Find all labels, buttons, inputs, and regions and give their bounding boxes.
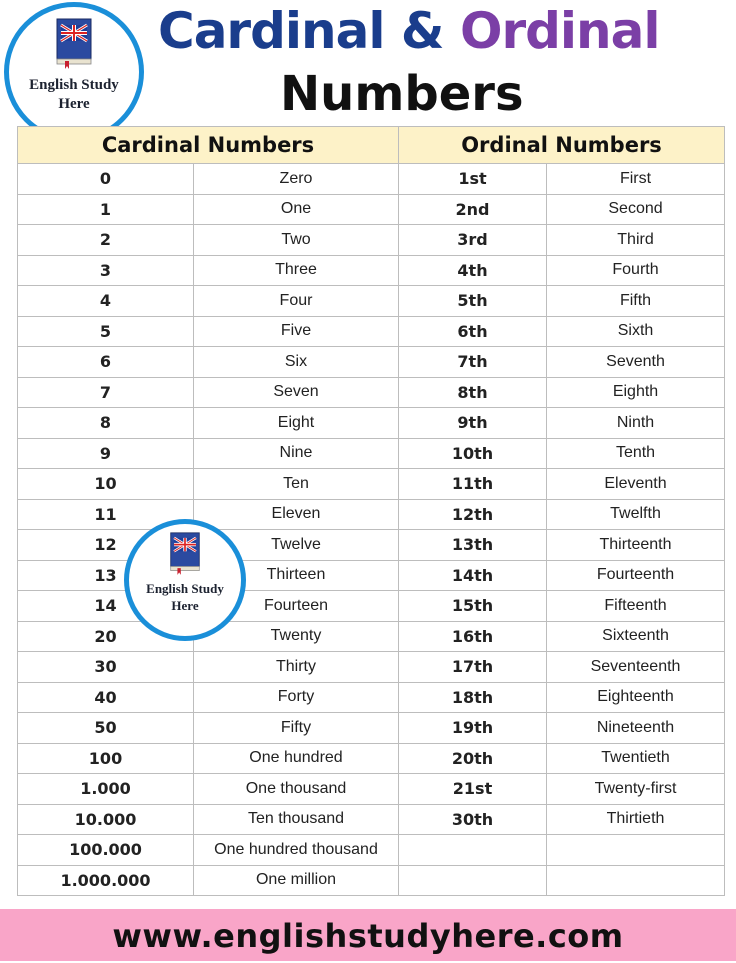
table-row — [18, 469, 725, 500]
cardinal-number: 30 — [18, 652, 194, 683]
ordinal-number: 12th — [399, 499, 547, 530]
ordinal-word: Twelfth — [547, 499, 725, 530]
ordinal-number: 3rd — [399, 225, 547, 256]
book-flag-icon — [49, 17, 99, 69]
cardinal-number: 3 — [18, 255, 194, 286]
table-row — [18, 194, 725, 225]
table-row — [18, 347, 725, 378]
cardinal-word: Eight — [194, 408, 399, 439]
ordinal-word: Seventeenth — [547, 652, 725, 683]
logo-text-line2: Here — [171, 598, 199, 613]
ordinal-word: Thirtieth — [547, 804, 725, 835]
ordinal-number: 30th — [399, 804, 547, 835]
ordinal-word: Thirteenth — [547, 530, 725, 561]
cardinal-number: 13 — [18, 560, 194, 591]
table-row — [18, 530, 725, 561]
ordinal-number: 19th — [399, 713, 547, 744]
table-row — [18, 408, 725, 439]
table-row — [18, 865, 725, 896]
ordinal-word: Seventh — [547, 347, 725, 378]
cardinal-number: 7 — [18, 377, 194, 408]
ordinal-word: Sixteenth — [547, 621, 725, 652]
ordinal-number: 2nd — [399, 194, 547, 225]
title-ampersand: & — [400, 2, 444, 60]
ordinal-number: 10th — [399, 438, 547, 469]
page-title-line2: Numbers — [280, 66, 524, 122]
cardinal-number: 50 — [18, 713, 194, 744]
ordinal-number: 5th — [399, 286, 547, 317]
logo-text-line1: English Study — [146, 581, 224, 596]
ordinal-word: Third — [547, 225, 725, 256]
cardinal-number: 10 — [18, 469, 194, 500]
ordinal-number — [399, 835, 547, 866]
cardinal-number: 9 — [18, 438, 194, 469]
cardinal-word: Two — [194, 225, 399, 256]
table-row — [18, 438, 725, 469]
footer-url[interactable]: www.englishstudyhere.com — [0, 909, 736, 961]
cardinal-number: 40 — [18, 682, 194, 713]
ordinal-number: 14th — [399, 560, 547, 591]
title-cardinal: Cardinal — [158, 2, 385, 60]
cardinal-word: Five — [194, 316, 399, 347]
page-title-line1 — [158, 0, 658, 62]
ordinal-word: First — [547, 164, 725, 195]
cardinal-word: Four — [194, 286, 399, 317]
table-row — [18, 652, 725, 683]
table-header-row — [18, 127, 725, 164]
ordinal-word: Twentieth — [547, 743, 725, 774]
cardinal-word: Three — [194, 255, 399, 286]
ordinal-number: 16th — [399, 621, 547, 652]
cardinal-number: 100.000 — [18, 835, 194, 866]
table-row — [18, 835, 725, 866]
cardinal-word: Nine — [194, 438, 399, 469]
cardinal-word: Zero — [194, 164, 399, 195]
table-row — [18, 682, 725, 713]
book-flag-icon — [164, 531, 206, 575]
cardinal-word: Eleven — [194, 499, 399, 530]
cardinal-word: One thousand — [194, 774, 399, 805]
table-row — [18, 591, 725, 622]
cardinal-word: Fourteen — [194, 591, 399, 622]
cardinal-number: 100 — [18, 743, 194, 774]
ordinal-number: 21st — [399, 774, 547, 805]
ordinal-word: Eighth — [547, 377, 725, 408]
cardinal-number: 5 — [18, 316, 194, 347]
numbers-table — [17, 126, 725, 896]
ordinal-number: 18th — [399, 682, 547, 713]
cardinal-number: 4 — [18, 286, 194, 317]
table-row — [18, 804, 725, 835]
cardinal-number: 10.000 — [18, 804, 194, 835]
table-row — [18, 743, 725, 774]
logo-top — [4, 2, 144, 142]
ordinal-word — [547, 835, 725, 866]
cardinal-word: One hundred — [194, 743, 399, 774]
ordinal-number: 11th — [399, 469, 547, 500]
cardinal-word: Ten — [194, 469, 399, 500]
ordinal-number: 20th — [399, 743, 547, 774]
table-row — [18, 774, 725, 805]
table-row — [18, 713, 725, 744]
ordinal-word: Eighteenth — [547, 682, 725, 713]
cardinal-word: Twelve — [194, 530, 399, 561]
cardinal-number: 11 — [18, 499, 194, 530]
ordinal-word: Ninth — [547, 408, 725, 439]
table-row — [18, 225, 725, 256]
table-row — [18, 621, 725, 652]
ordinal-word: Tenth — [547, 438, 725, 469]
table-row — [18, 316, 725, 347]
cardinal-word: Twenty — [194, 621, 399, 652]
title-ordinal: Ordinal — [459, 2, 660, 60]
ordinal-word: Second — [547, 194, 725, 225]
cardinal-word: Forty — [194, 682, 399, 713]
cardinal-number: 2 — [18, 225, 194, 256]
ordinal-number: 7th — [399, 347, 547, 378]
logo-watermark — [124, 519, 246, 641]
cardinal-word: Ten thousand — [194, 804, 399, 835]
cardinal-word: Fifty — [194, 713, 399, 744]
table-row — [18, 377, 725, 408]
table-row — [18, 164, 725, 195]
cardinal-number: 1 — [18, 194, 194, 225]
cardinal-number: 6 — [18, 347, 194, 378]
ordinal-number: 1st — [399, 164, 547, 195]
ordinal-word: Fifth — [547, 286, 725, 317]
ordinal-word — [547, 865, 725, 896]
ordinal-number: 15th — [399, 591, 547, 622]
ordinal-word: Fourteenth — [547, 560, 725, 591]
ordinal-word: Twenty-first — [547, 774, 725, 805]
header-cardinal: Cardinal Numbers — [18, 127, 399, 164]
cardinal-number: 0 — [18, 164, 194, 195]
cardinal-number: 8 — [18, 408, 194, 439]
cardinal-word: One — [194, 194, 399, 225]
ordinal-word: Eleventh — [547, 469, 725, 500]
ordinal-number: 4th — [399, 255, 547, 286]
logo-text-line2: Here — [58, 96, 90, 112]
cardinal-number: 20 — [18, 621, 194, 652]
cardinal-number: 1.000 — [18, 774, 194, 805]
logo-text-line1: English Study — [29, 77, 119, 93]
table-row — [18, 255, 725, 286]
cardinal-word: Thirteen — [194, 560, 399, 591]
cardinal-word: Seven — [194, 377, 399, 408]
ordinal-word: Fourth — [547, 255, 725, 286]
cardinal-number: 1.000.000 — [18, 865, 194, 896]
ordinal-number: 9th — [399, 408, 547, 439]
header-ordinal: Ordinal Numbers — [399, 127, 725, 164]
table-row — [18, 499, 725, 530]
cardinal-number: 14 — [18, 591, 194, 622]
table-row — [18, 286, 725, 317]
ordinal-number: 8th — [399, 377, 547, 408]
cardinal-word: Thirty — [194, 652, 399, 683]
ordinal-word: Nineteenth — [547, 713, 725, 744]
ordinal-number: 6th — [399, 316, 547, 347]
cardinal-word: One hundred thousand — [194, 835, 399, 866]
ordinal-number: 17th — [399, 652, 547, 683]
ordinal-number: 13th — [399, 530, 547, 561]
ordinal-number — [399, 865, 547, 896]
cardinal-word: One million — [194, 865, 399, 896]
ordinal-word: Fifteenth — [547, 591, 725, 622]
cardinal-number: 12 — [18, 530, 194, 561]
ordinal-word: Sixth — [547, 316, 725, 347]
cardinal-word: Six — [194, 347, 399, 378]
